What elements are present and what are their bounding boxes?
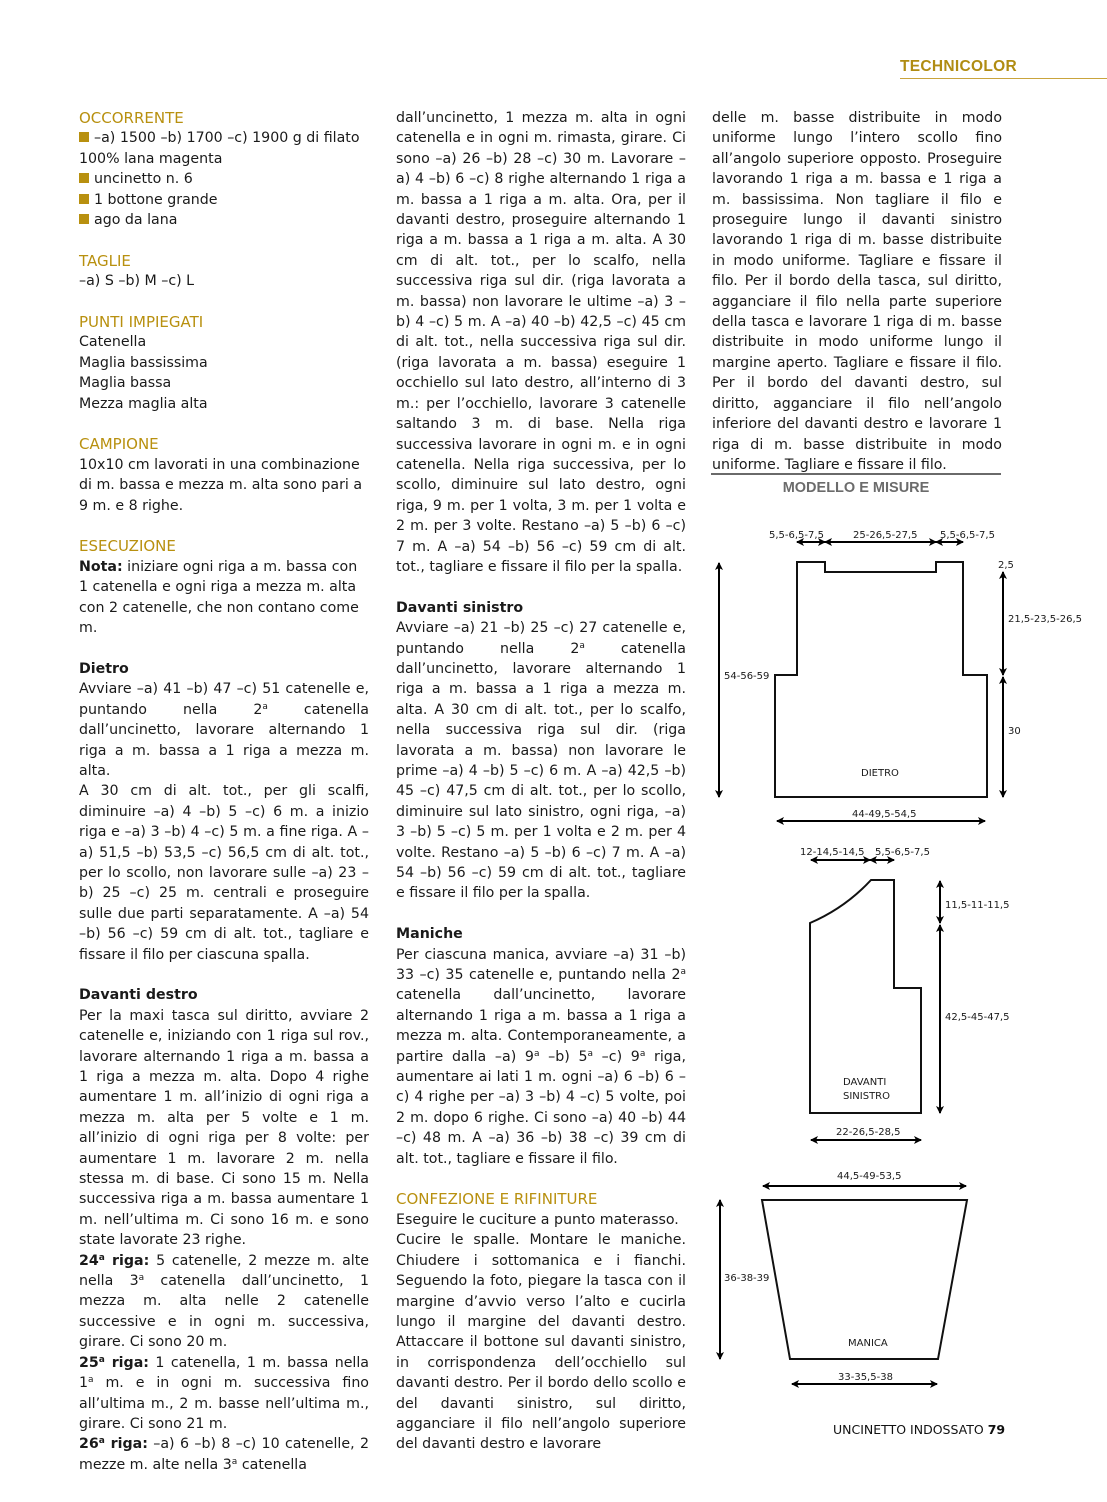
header-rule xyxy=(900,78,1107,79)
column-1 xyxy=(79,108,369,1475)
magazine-name: UNCINETTO INDOSSATO xyxy=(833,1422,984,1437)
confezione-paragraph: Cucire le spalle. Montare le maniche. Chiudere i sottomanica e i fianchi. Seguendo la foto, piegare la tasca con il margine d’avvio verso l’alto e cucirla lungo il margine del davanti destro. Attaccare il bottone sul davanti sinistro, in corrispondenza dell’occhiello sul davanti destro. Per il bordo dello scollo e del davanti sinistro, sul diritto, agganciare il filo nell’angolo superiore del davanti destro e lavorare xyxy=(396,1232,686,1453)
confezione-paragraph: Eseguire le cuciture a punto materasso. xyxy=(396,1211,679,1228)
subsection-title-maniche: Maniche xyxy=(396,926,463,943)
svg-text:42,5-45-47,5: 42,5-45-47,5 xyxy=(945,1012,1010,1023)
maniche-paragraph: Per ciascuna manica, avviare –a) 31 –b) 33 –c) 35 catenelle e, puntando nella 2$^a$ catenella dall’uncinetto, lavorare alternando 1 riga a m. bassa a 1 riga a mezza m. alta. Contemporaneamente, a partire dalla –a) 9$^a$ –b) 5$^a$ –c) 9$^a$ riga, aumentare ai lati 1 m. ogni –a) 6 –b) 6 –c) 4 righe per –a) 3 –b) 4 –c) 5 volte, poi 2 m. dopo 6 righe. Ci sono –a) 40 –b) 44 –c) 48 m. A –a) 36 –b) 38 –c) 39 cm di alt. tot., tagliare e fissare il filo. xyxy=(396,946,686,1167)
svg-text:11,5-11-11,5: 11,5-11-11,5 xyxy=(945,900,1010,911)
svg-text:36-38-39: 36-38-39 xyxy=(724,1273,770,1284)
row-25-instruction: 25$^a$ riga: 1 catenella, 1 m. bassa nella 1$^a$ m. e in ogni m. successiva fino all’ultima m., 2 m. basse nell’ultima m., girare. Ci sono 21 m. xyxy=(79,1354,369,1432)
section-title-taglie: TAGLIE xyxy=(79,251,131,270)
bullet-square-icon xyxy=(79,214,89,224)
section-title-confezione: CONFEZIONE E RIFINITURE xyxy=(396,1190,598,1209)
davanti-destro-continued: dall’uncinetto, 1 mezza m. alta in ogni catenella e in ogni m. rimasta, girare. Ci sono –a) 26 –b) 28 –c) 30 m. Lavorare –a) 4 –b) 6 –c) 8 righe alternando 1 riga a m. bassa a 1 riga a m. alta. Ora, per il davanti destro, proseguire alternando 1 riga a m. bassa a 1 riga a m. alta. A 30 cm di alt. tot., per lo scalfo, nella successiva riga sul dir. (riga lavorata a m. bassa) non lavorare le ultime –a) 3 –b) 4 –c) 5 m. A –a) 40 –b) 42,5 –c) 45 cm di alt. tot., nella successiva riga sul dir. (riga lavorata a m. bassa) eseguire 1 occhiello sul lato destro, all’interno di 3 m.: per l’occhiello, lavorare 3 catenelle saltando 3 m. di base. Nella riga successiva lavorare in ogni m. e in ogni catenella. Nella riga successiva, per lo scollo, diminuire sul lato destro, ogni riga, 9 m. per 1 volta, 3 m. per 1 volta e 2 m. per 3 volte. Restano –a) 5 –b) 6 –c) 7 m. A –a) 54 –b) 56 –c) 59 cm di alt. tot., tagliare e fissare il filo per la spalla. xyxy=(396,110,686,575)
confezione-continued: delle m. basse distribuite in modo uniforme lungo l’intero scollo fino all’angolo superiore opposto. Proseguire lavorando 1 riga a m. bassa e 1 riga a m. bassissima. Non tagliare il filo e proseguire lungo il davanti sinistro lavorando 1 riga di m. basse distribuite in modo uniforme. Tagliare e fissare il filo. Per il bordo della tasca, sul diritto, agganciare il filo nella parte superiore della tasca e lavorare 1 riga di m. basse distribuite in modo uniforme lungo il margine aperto. Tagliare e fissare il filo. Per il bordo del davanti destro, sul diritto, agganciare il filo nell’angolo inferiore del davanti destro e lavorare 1 riga di m. basse distribuite in modo uniforme. Tagliare e fissare il filo. xyxy=(712,110,1002,473)
bullet-square-icon xyxy=(79,132,89,142)
svg-text:33-35,5-38: 33-35,5-38 xyxy=(838,1372,893,1383)
davanti-sinistro-piece xyxy=(800,847,1009,1140)
column-3 xyxy=(712,108,1002,475)
page-number: 79 xyxy=(987,1422,1006,1437)
davanti-destro-paragraph: Per la maxi tasca sul diritto, avviare 2 catenelle e, iniziando con 1 riga sul rov., lavorare alternando 1 riga a m. bassa a 1 riga a mezza m. alta. Dopo 4 righe aumentare 1 m. all’inizio di ogni riga a mezza m. alta per 5 volte e 1 m. all’inizio di ogni riga per 8 volte: per aumentare 1 m. lavorare 2 m. nella stessa m. di base. Ci sono 15 m. Nella successiva riga a m. bassa aumentare 1 m. nell’ultima m. Ci sono 16 m. e sono state lavorate 23 righe. xyxy=(79,1007,369,1249)
svg-text:MANICA: MANICA xyxy=(848,1338,888,1349)
svg-text:54-56-59: 54-56-59 xyxy=(724,671,770,682)
svg-text:2,5: 2,5 xyxy=(998,560,1014,571)
subsection-title-davanti-sinistro: Davanti sinistro xyxy=(396,599,524,616)
subsection-title-dietro: Dietro xyxy=(79,660,129,677)
stitch-item: Maglia bassa xyxy=(79,375,172,392)
svg-text:30: 30 xyxy=(1008,726,1021,737)
materials-item: ago da lana xyxy=(79,210,369,230)
materials-item: –a) 1500 –b) 1700 –c) 1900 g di filato 100% lana magenta xyxy=(79,130,360,167)
bullet-square-icon xyxy=(79,194,89,204)
section-title-esecuzione: ESECUZIONE xyxy=(79,537,176,556)
section-title-campione: CAMPIONE xyxy=(79,435,159,454)
row-24-instruction: 24$^a$ riga: 5 catenelle, 2 mezze m. alte nella 3$^a$ catenella dall’uncinetto, 1 mezza m. alta nelle 2 catenelle successive e in ogni m. successiva, girare. Ci sono 20 m. xyxy=(79,1252,370,1351)
svg-text:5,5-6,5-7,5: 5,5-6,5-7,5 xyxy=(940,530,995,541)
subsection-title-davanti-destro: Davanti destro xyxy=(79,987,198,1004)
svg-text:SINISTRO: SINISTRO xyxy=(843,1091,891,1102)
model-title: MODELLO E MISURE xyxy=(782,480,930,496)
stitch-item: Catenella xyxy=(79,334,147,351)
stitch-item: Mezza maglia alta xyxy=(79,395,208,412)
materials-item: 1 bottone grande xyxy=(79,190,369,210)
svg-text:21,5-23,5-26,5: 21,5-23,5-26,5 xyxy=(1008,614,1083,625)
dietro-paragraph: Avviare –a) 41 –b) 47 –c) 51 catenelle e, puntando nella 2$^a$ catenella dall’uncinetto, lavorare alternando 1 riga a m. bassa a 1 riga a mezza m. alta. xyxy=(79,681,369,779)
dietro-paragraph: A 30 cm di alt. tot., per gli scalfi, diminuire –a) 4 –b) 5 –c) 6 m. a inizio riga e –a) 3 –b) 4 –c) 5 m. a fine riga. A –a) 51,5 –b) 53,5 –c) 56,5 cm di alt. tot., per lo scollo, non lavorare sulle –a) 23 –b) 25 –c) 25 m. centrali e proseguire sulle due parti separatamente. A –a) 54 –b) 56 –c) 59 cm di alt. tot., tagliare e fissare il filo per ciascuna spalla. xyxy=(79,783,369,963)
svg-text:5,5-6,5-7,5: 5,5-6,5-7,5 xyxy=(769,530,824,541)
model-divider xyxy=(711,473,1001,475)
svg-text:25-26,5-27,5: 25-26,5-27,5 xyxy=(853,530,918,541)
page-footer xyxy=(833,1422,1005,1437)
svg-text:44-49,5-54,5: 44-49,5-54,5 xyxy=(852,809,917,820)
svg-text:44,5-49-53,5: 44,5-49-53,5 xyxy=(837,1171,902,1182)
gauge-text: 10x10 cm lavorati in una combinazione di m. bassa e mezza m. alta sono pari a 9 m. e 8 righe. xyxy=(79,456,363,514)
section-tag: TECHNICOLOR xyxy=(900,58,1017,75)
row-26-instruction: 26$^a$ riga: –a) 6 –b) 8 –c) 10 catenelle, 2 mezze m. alte nella 3$^a$ catenella xyxy=(79,1436,369,1473)
svg-text:22-26,5-28,5: 22-26,5-28,5 xyxy=(836,1127,901,1138)
sizes-text: –a) S –b) M –c) L xyxy=(79,273,195,290)
davanti-sinistro-paragraph: Avviare –a) 21 –b) 25 –c) 27 catenelle e, puntando nella 2$^a$ catenella dall’uncinetto, lavorare alternando 1 riga a m. bassa a 1 riga a mezza m. alta. A 30 cm di alt. tot., per lo scalfo, nella successiva riga sul dir. (riga lavorata a m. bassa) non lavorare le prime –a) 4 –b) 5 –c) 6 m. A –a) 42,5 –b) 45 –c) 47,5 cm di alt. tot., per lo scollo, diminuire sul lato sinistro, ogni riga, –a) 3 –b) 5 –c) 5 m. per 1 volta e 2 m. per 4 volte. Restano –a) 5 –b) 6 –c) 7 m. A –a) 54 –b) 56 –c) 59 cm di alt. tot., tagliare e fissare il filo per la spalla. xyxy=(396,620,686,902)
svg-text:5,5-6,5-7,5: 5,5-6,5-7,5 xyxy=(875,847,930,858)
section-title-occorrente: OCCORRENTE xyxy=(79,109,184,127)
materials-item: uncinetto n. 6 xyxy=(79,169,369,189)
manica-piece xyxy=(720,1171,967,1384)
column-2 xyxy=(396,108,686,1455)
section-title-punti: PUNTI IMPIEGATI xyxy=(79,313,204,332)
svg-text:12-14,5-14,5: 12-14,5-14,5 xyxy=(800,847,865,858)
dietro-piece xyxy=(719,530,1082,821)
bullet-square-icon xyxy=(79,173,89,183)
svg-text:DIETRO: DIETRO xyxy=(861,768,899,779)
note-paragraph: Nota: iniziare ogni riga a m. bassa con 1 catenella e ogni riga a mezza m. alta con 2 catenelle, che non contano come m. xyxy=(79,558,359,637)
schematic-diagram xyxy=(700,510,1107,1410)
svg-text:DAVANTI: DAVANTI xyxy=(843,1077,887,1088)
stitch-item: Maglia bassissima xyxy=(79,354,208,371)
